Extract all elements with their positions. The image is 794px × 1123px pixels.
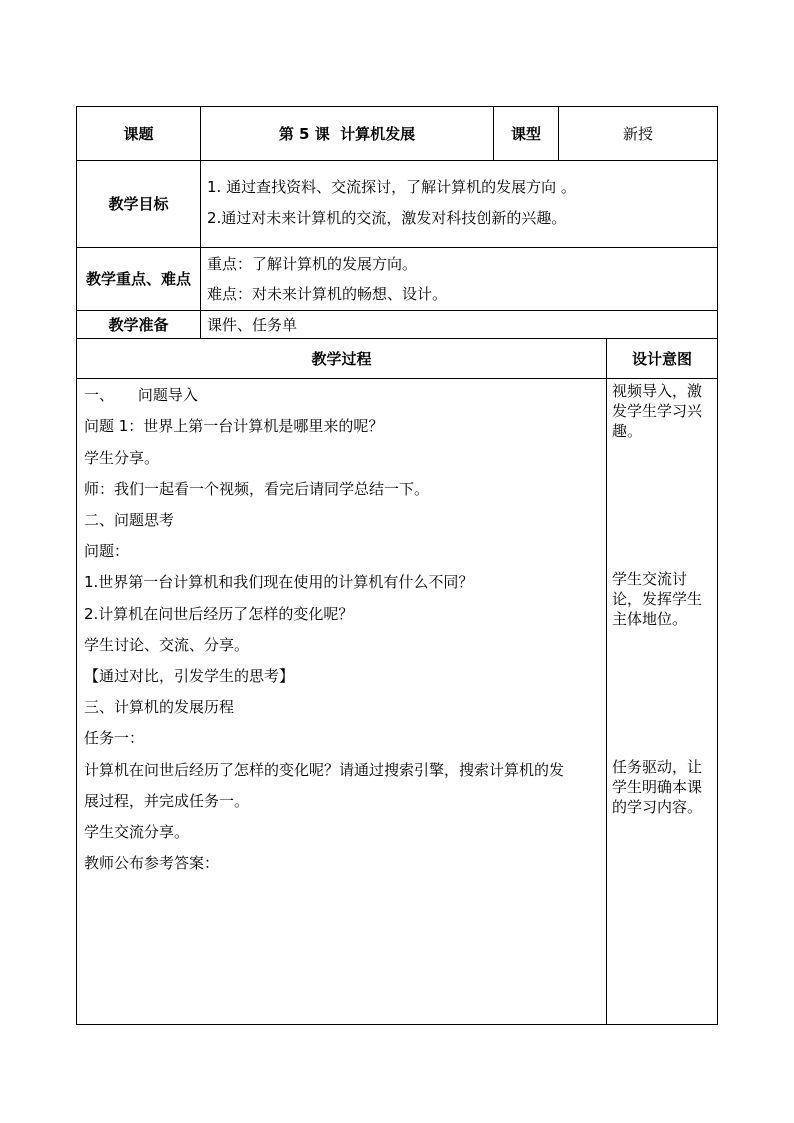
topic-value: 第 5 课 计算机发展 — [278, 124, 416, 143]
process-line: 问题 1：世界上第一台计算机是哪里来的呢？ — [84, 417, 384, 435]
preparation-content — [207, 311, 712, 338]
design-note: 视频导入，激发学生学习兴趣。 — [612, 382, 703, 440]
process-line: 计算机在问世后经历了怎样的变化呢？请通过搜索引擎，搜索计算机的发 — [84, 761, 565, 779]
process-line: 1.世界第一台计算机和我们现在使用的计算机有什么不同？ — [84, 573, 474, 591]
key-point-item: 难点：对未来计算机的畅想、设计。 — [207, 285, 448, 303]
table-border-right — [717, 106, 718, 1025]
lesson-type-value: 新授 — [622, 124, 653, 143]
lesson-type-label: 课型 — [510, 124, 541, 143]
key-points-label: 教学重点、难点 — [85, 270, 191, 288]
process-line: 学生交流分享。 — [84, 823, 190, 841]
design-intent-header: 设计意图 — [631, 349, 692, 368]
process-line: 学生讨论、交流、分享。 — [84, 636, 250, 654]
process-header: 教学过程 — [311, 349, 372, 368]
table-col-divider — [606, 338, 607, 1024]
process-body — [84, 379, 602, 1019]
process-line: 教师公布参考答案： — [84, 854, 220, 872]
topic-label: 课题 — [123, 124, 154, 143]
process-line: 问题： — [84, 542, 130, 560]
process-line: 二、问题思考 — [84, 511, 175, 529]
goal-item: 1. 通过查找资料、交流探讨，了解计算机的发展方向 。 — [207, 178, 576, 196]
key-points-content — [207, 248, 712, 310]
process-line: 【通过对比，引发学生的思考】 — [84, 667, 295, 685]
preparation-label: 教学准备 — [108, 315, 169, 334]
process-line: 2.计算机在问世后经历了怎样的变化呢？ — [84, 605, 354, 623]
process-line: 任务一： — [84, 729, 145, 747]
process-line: 师：我们一起看一个视频，看完后请同学总结一下。 — [84, 480, 430, 498]
design-note: 学生交流讨论，发挥学生主体地位。 — [612, 570, 703, 628]
table-border-bottom — [76, 1024, 718, 1025]
teaching-goals-label: 教学目标 — [108, 195, 169, 213]
key-point-item: 重点：了解计算机的发展方向。 — [207, 255, 418, 273]
process-line: 学生分享。 — [84, 449, 160, 467]
process-line: 三、计算机的发展历程 — [84, 698, 235, 716]
goal-item: 2.通过对未来计算机的交流，激发对科技创新的兴趣。 — [207, 209, 567, 227]
process-line: 一、 问题导入 — [84, 386, 198, 404]
design-note: 任务驱动，让学生明确本课的学习内容。 — [612, 758, 703, 816]
process-line: 展过程，并完成任务一。 — [84, 792, 250, 810]
teaching-goals-content — [207, 161, 712, 247]
preparation-value: 课件、任务单 — [207, 316, 298, 334]
